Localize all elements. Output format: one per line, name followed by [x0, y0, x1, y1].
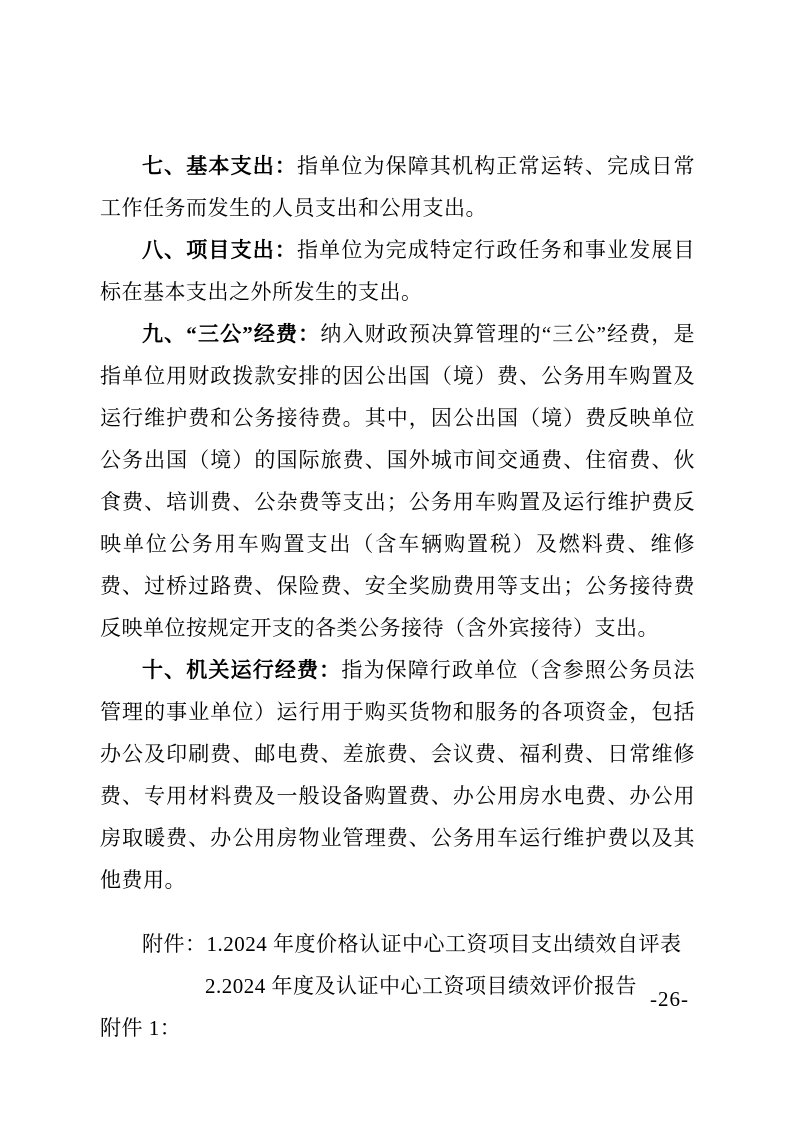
attachment-1-heading: 附件 1：	[100, 1016, 182, 1040]
paragraph-lead: 十、机关运行经费：	[142, 658, 342, 682]
attachment-item-2	[100, 965, 695, 1007]
paragraph-basic-expenditure	[100, 145, 695, 229]
paragraph-text: 指为保障行政单位（含参照公务员法管理的事业单位）运行用于购买货物和服务的各项资金，包括办公及印刷费、邮电费、差旅费、会议费、福利费、日常维修费、专用材料费及一般设备购置费、办公用房水电费、办公用房取暖费、办公用房物业管理费、公务用车运行维护费以及其他费用。	[100, 658, 695, 892]
paragraph-text: 纳入财政预决算管理的“三公”经费，是指单位用财政拨款安排的因公出国（境）费、公务用车购置及运行维护费和公务接待费。其中，因公出国（境）费反映单位公务出国（境）的国际旅费、国外城市间交通费、住宿费、伙食费、培训费、公杂费等支出；公务用车购置及运行维护费反映单位公务用车购置支出（含车辆购置税）及燃料费、维修费、过桥过路费、保险费、安全奖励费用等支出；公务接待费反映单位按规定开支的各类公务接待（含外宾接待）支出。	[100, 322, 696, 640]
attachments-label: 附件：	[142, 932, 207, 956]
attachment-item-text: 1.2024 年度价格认证中心工资项目支出绩效自评表	[206, 932, 682, 956]
paragraph-project-expenditure	[100, 229, 695, 313]
paragraph-text: 指单位为完成特定行政任务和事业发展目标在基本支出之外所发生的支出。	[100, 238, 696, 304]
page-number: -26-	[650, 987, 689, 1011]
attachments-section	[100, 923, 695, 1049]
paragraph-three-public-funds	[100, 313, 695, 649]
paragraph-lead: 七、基本支出：	[142, 154, 298, 178]
paragraph-agency-operating-funds	[100, 649, 695, 901]
attachment-item-1	[100, 923, 695, 965]
paragraph-lead: 九、“三公”经费：	[142, 322, 321, 346]
paragraph-lead: 八、项目支出：	[142, 238, 298, 262]
document-body	[100, 145, 695, 1049]
attachment-item-text: 2.2024 年度及认证中心工资项目绩效评价报告	[205, 974, 637, 998]
paragraph-text: 指单位为保障其机构正常运转、完成日常工作任务而发生的人员支出和公用支出。	[100, 154, 696, 220]
